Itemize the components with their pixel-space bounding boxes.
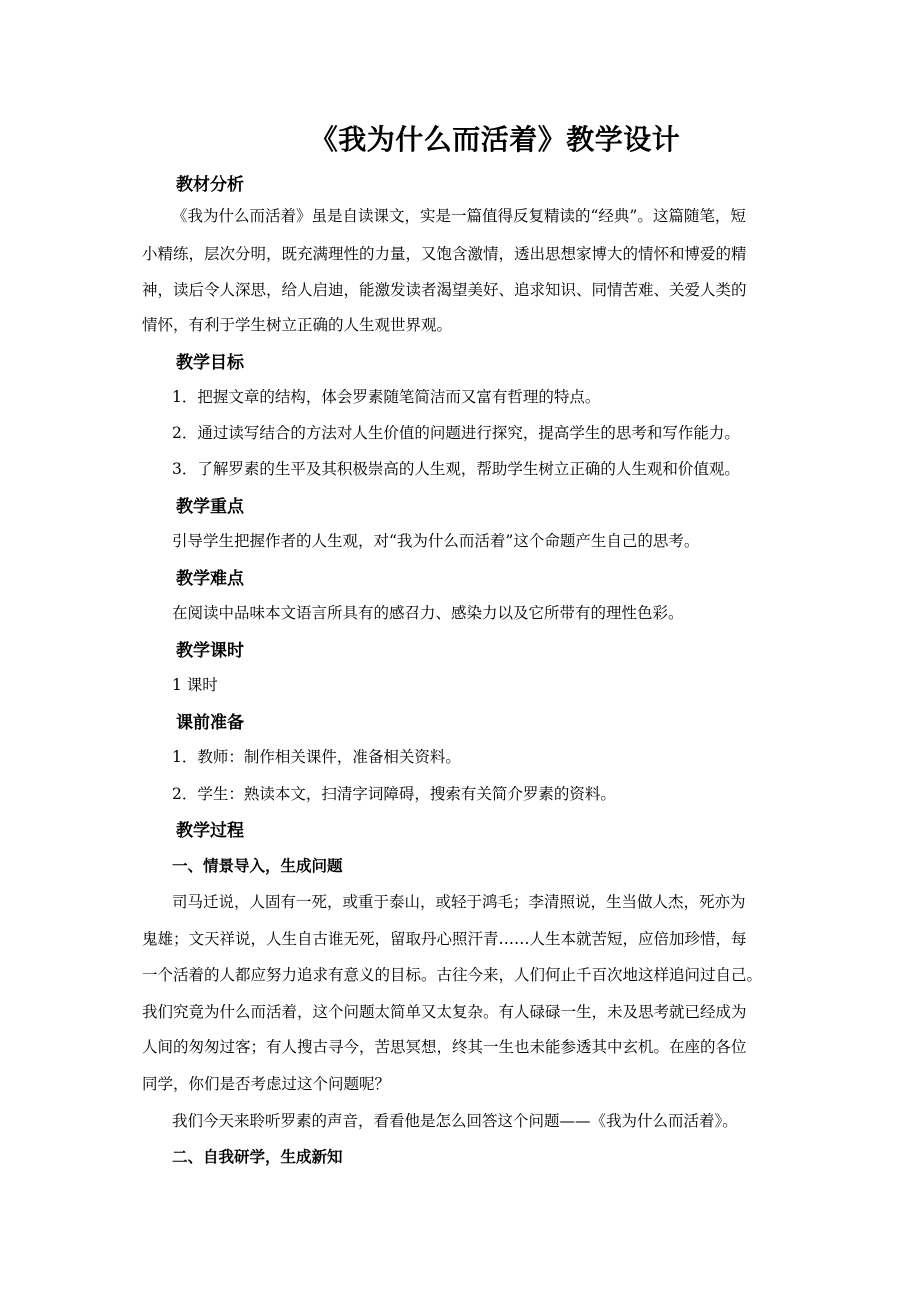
heading-prep: 课前准备 bbox=[176, 713, 244, 733]
process-para-line: 人间的匆匆过客；有人搜古寻今，苦思冥想，终其一生也未能参透其中玄机。在座的各位 bbox=[142, 1038, 747, 1056]
key-text: 引导学生把握作者的人生观，对“我为什么而活着”这个命题产生自己的思考。 bbox=[172, 532, 700, 550]
heading-key: 教学重点 bbox=[176, 497, 244, 517]
prep-item: 1．教师：制作相关课件，准备相关资料。 bbox=[172, 748, 461, 766]
heading-goals: 教学目标 bbox=[176, 353, 244, 373]
process-para-line: 同学，你们是否考虑过这个问题呢？ bbox=[142, 1075, 391, 1093]
process-para-line: 我们今天来聆听罗素的声音，看看他是怎么回答这个问题——《我为什么而活着》。 bbox=[172, 1112, 738, 1130]
document-title: 《我为什么而活着》教学设计 bbox=[309, 123, 681, 156]
difficulty-text: 在阅读中品味本文语言所具有的感召力、感染力以及它所带有的理性色彩。 bbox=[172, 604, 684, 622]
process-para-line: 司马迁说，人固有一死，或重于泰山，或轻于鸿毛；李清照说，生当做人杰，死亦为 bbox=[172, 893, 746, 911]
process-section-title: 二、自我研学，生成新知 bbox=[172, 1148, 343, 1166]
analysis-line: 小精练，层次分明，既充满理性的力量，又饱含激情，透出思想家博大的情怀和博爱的精 bbox=[142, 245, 747, 263]
process-para-line: 一个活着的人都应努力追求有意义的目标。古往今来，人们何止千百次地这样追问过自己。 bbox=[142, 966, 763, 984]
analysis-line: 神，读后令人深思，给人启迪，能激发读者渴望美好、追求知识、同情苦难、关爱人类的 bbox=[142, 281, 747, 299]
goal-item: 3．了解罗素的生平及其积极崇高的人生观，帮助学生树立正确的人生观和价值观。 bbox=[172, 460, 740, 478]
prep-item: 2．学生：熟读本文，扫清字词障碍，搜索有关简介罗素的资料。 bbox=[172, 785, 616, 803]
process-para-line: 鬼雄；文天祥说，人生自古谁无死，留取丹心照汗青……人生本就苦短，应倍加珍惜，每 bbox=[142, 930, 747, 948]
heading-analysis: 教材分析 bbox=[176, 175, 244, 195]
process-para-line: 我们究竟为什么而活着，这个问题太简单又太复杂。有人碌碌一生，未及思考就已经成为 bbox=[142, 1003, 747, 1021]
analysis-line: 《我为什么而活着》虽是自读课文，实是一篇值得反复精读的“经典”。这篇随笔，短 bbox=[172, 207, 746, 225]
process-section-title: 一、情景导入，生成问题 bbox=[172, 857, 343, 875]
goal-item: 1．把握文章的结构，体会罗素随笔简洁而又富有哲理的特点。 bbox=[172, 388, 601, 406]
heading-difficulty: 教学难点 bbox=[176, 569, 244, 589]
goal-item: 2．通过读写结合的方法对人生价值的问题进行探究，提高学生的思考和写作能力。 bbox=[172, 424, 740, 442]
analysis-line: 情怀，有利于学生树立正确的人生观世界观。 bbox=[142, 316, 453, 334]
heading-process: 教学过程 bbox=[176, 821, 244, 841]
hours-text: 1 课时 bbox=[172, 676, 218, 694]
heading-hours: 教学课时 bbox=[176, 641, 244, 661]
